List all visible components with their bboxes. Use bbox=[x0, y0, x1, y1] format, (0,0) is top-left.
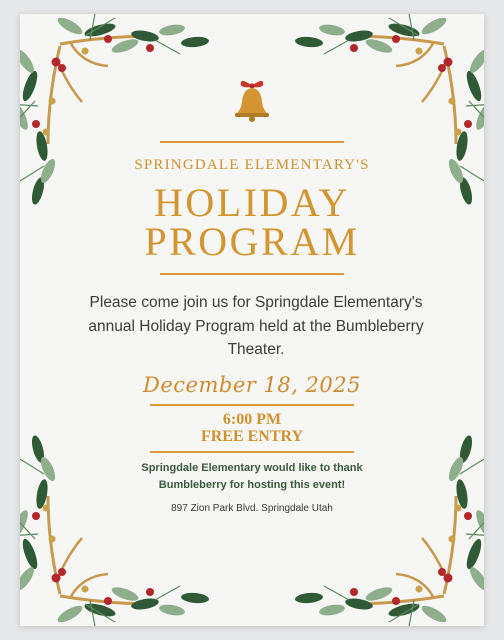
date-divider bbox=[150, 404, 354, 406]
event-time: 6:00 PM bbox=[222, 411, 282, 428]
title-divider bbox=[160, 273, 344, 275]
event-date: December 18, 2025 bbox=[143, 373, 361, 397]
subtitle: SPRINGDALE ELEMENTARY'S bbox=[134, 157, 370, 173]
intro-text: Please come join us for Springdale Elementary's annual Holiday Program held at the Bumbleberry Theater. bbox=[88, 294, 424, 358]
address: 897 Zion Park Blvd. Springdale Utah bbox=[171, 503, 333, 514]
title-line-1: HOLIDAY bbox=[153, 180, 350, 225]
top-divider bbox=[160, 141, 344, 143]
holiday-flyer bbox=[20, 14, 484, 626]
entry-divider bbox=[150, 451, 354, 453]
bell-icon bbox=[230, 76, 274, 124]
entry-info: FREE ENTRY bbox=[200, 428, 304, 445]
title-line-2: PROGRAM bbox=[144, 219, 360, 264]
thanks-note: Springdale Elementary would like to thank Bumbleberry for hosting this event! bbox=[141, 462, 363, 491]
page-title bbox=[20, 180, 484, 264]
